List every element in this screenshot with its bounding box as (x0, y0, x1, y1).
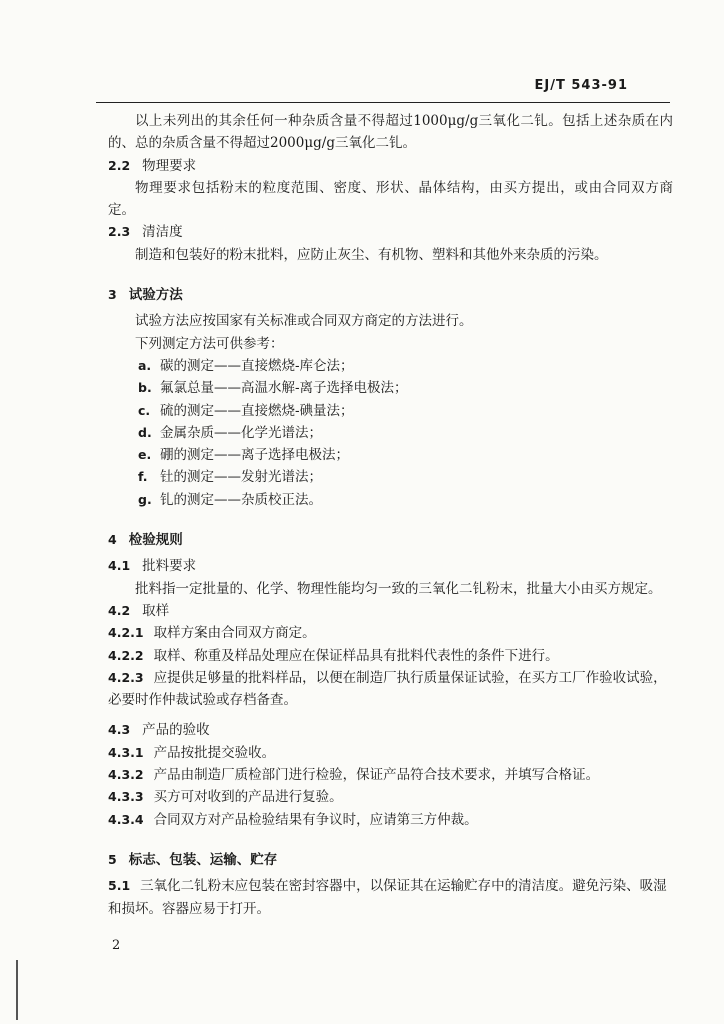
section-5-heading (108, 849, 673, 871)
section-title: 检验规则 (128, 532, 183, 549)
list-item (108, 400, 673, 422)
clause-4-3-1 (108, 742, 673, 764)
section-title: 物理要求 (142, 157, 197, 174)
list-letter: a. (138, 357, 152, 373)
intro-paragraph: 以上未列出的其余任何一种杂质含量不得超过1000μg/g三氧化二钆。包括上述杂质在内的、总的杂质含量不得超过2000μg/g三氧化二钆。 (108, 113, 673, 152)
clause-text: 取样、称重及样品处理应在保证样品具有批料代表性的条件下进行。 (153, 647, 559, 664)
clause-5-1 (108, 875, 673, 920)
section-title: 取样 (142, 602, 170, 619)
list-letter: b. (138, 380, 152, 396)
clause-4-3-2 (108, 764, 673, 786)
section-2-3-heading (108, 221, 673, 243)
clause-4-3-4 (108, 809, 673, 831)
list-letter: e. (138, 447, 152, 463)
list-letter: f. (138, 469, 148, 485)
document-body (108, 110, 673, 920)
section-title: 标志、包装、运输、贮存 (128, 851, 278, 868)
section-title: 试验方法 (128, 287, 183, 304)
standard-code: EJ/T 543-91 (534, 78, 628, 93)
clause-number: 4.3.1 (108, 744, 144, 760)
clause-number: 5.1 (108, 878, 131, 894)
section-2-2-heading (108, 155, 673, 177)
clause-text: 取样方案由合同双方商定。 (153, 625, 316, 642)
list-item (108, 489, 673, 511)
list-letter: c. (138, 402, 151, 418)
list-text: 氟氯总量——高温水解-离子选择电极法； (160, 380, 408, 397)
section-4-2-heading (108, 600, 673, 622)
clause-text: 应提供足够量的批料样品，以便在制造厂执行质量保证试验，在买方工厂作验收试验，必要时作仲裁试验或存档备查。 (108, 669, 667, 709)
section-3-text-2: 下列测定方法可供参考： (135, 335, 284, 352)
section-number: 5 (108, 851, 117, 867)
section-number: 2.2 (108, 157, 131, 173)
list-text: 钍的测定——发射光谱法； (160, 469, 322, 486)
list-item (108, 444, 673, 466)
list-item (108, 355, 673, 377)
clause-text: 产品按批提交验收。 (153, 744, 276, 761)
section-number: 3 (108, 287, 117, 303)
list-text: 碳的测定——直接燃烧-库仑法； (160, 357, 354, 374)
section-number: 4 (108, 532, 117, 548)
clause-text: 合同双方对产品检验结果有争议时，应请第三方仲裁。 (153, 811, 478, 828)
section-4-3-heading (108, 719, 673, 741)
list-text: 硫的测定——直接燃烧-碘量法； (160, 402, 354, 419)
list-item (108, 377, 673, 399)
section-3-heading (108, 284, 673, 306)
list-text: 硼的测定——离子选择电极法； (160, 447, 349, 464)
clause-4-2-3 (108, 667, 673, 712)
section-title: 产品的验收 (142, 722, 210, 739)
list-item (108, 466, 673, 488)
spacer (108, 711, 673, 719)
section-2-3-text: 制造和包装好的粉末批料，应防止灰尘、有机物、塑料和其他外来杂质的污染。 (135, 246, 608, 263)
section-4-heading (108, 529, 673, 551)
section-2-2-text: 物理要求包括粉末的粒度范围、密度、形状、晶体结构，由买方提出，或由合同双方商定。 (108, 179, 673, 219)
clause-number: 4.2.2 (108, 647, 144, 663)
section-number: 4.1 (108, 558, 131, 574)
clause-number: 4.2.1 (108, 625, 144, 641)
section-number: 4.3 (108, 722, 131, 738)
clause-4-2-2 (108, 645, 673, 667)
clause-number: 4.3.3 (108, 789, 144, 805)
section-number: 2.3 (108, 224, 131, 240)
section-3-text-1: 试验方法应按国家有关标准或合同双方商定的方法进行。 (135, 313, 473, 330)
page-header (96, 72, 670, 103)
list-text: 钆的测定——杂质校正法。 (160, 491, 322, 508)
list-item (108, 422, 673, 444)
clause-number: 4.3.2 (108, 767, 144, 783)
method-list (108, 355, 673, 511)
page-number: 2 (112, 938, 121, 953)
clause-text: 三氧化二钆粉末应包装在密封容器中，以保证其在运输贮存中的清洁度。避免污染、吸湿和损坏。容器应易于打开。 (108, 878, 667, 917)
clause-4-2-1 (108, 622, 673, 644)
clause-text: 产品由制造厂质检部门进行检验，保证产品符合技术要求，并填写合格证。 (153, 767, 600, 784)
section-title: 清洁度 (142, 224, 183, 241)
list-letter: d. (138, 424, 152, 440)
clause-4-3-3 (108, 786, 673, 808)
section-4-1-text: 批料指一定批量的、化学、物理性能均匀一致的三氧化二钆粉末，批量大小由买方规定。 (135, 580, 662, 597)
list-text: 金属杂质——化学光谱法； (160, 424, 322, 441)
scan-artifact (16, 960, 18, 1020)
clause-number: 4.3.4 (108, 811, 144, 827)
list-letter: g. (138, 491, 152, 507)
clause-number: 4.2.3 (108, 669, 144, 685)
section-4-1-heading (108, 555, 673, 577)
section-number: 4.2 (108, 602, 131, 618)
clause-text: 买方可对收到的产品进行复验。 (153, 789, 343, 806)
section-title: 批料要求 (142, 558, 197, 575)
